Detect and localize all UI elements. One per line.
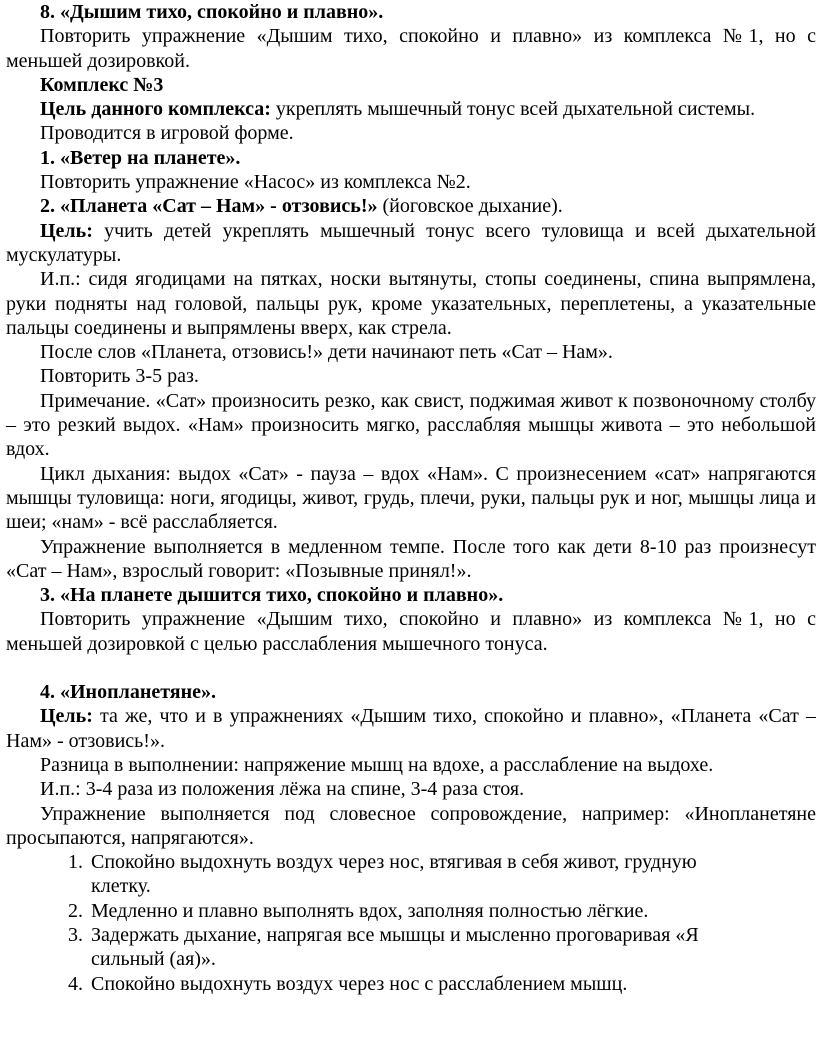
ex2-note: Примечание. «Сат» произносить резко, как свист, поджимая живот к позвоночному столбу – это резкий выдох. «Нам» произносить мягко, расслабляя мышцы живота – это небольшой вдох. [6, 389, 816, 461]
ex2-goal-label: Цель: [40, 219, 93, 242]
ex3-title: 3. «На планете дышится тихо, спокойно и плавно». [40, 584, 504, 607]
list-item-text: Спокойно выдохнуть воздух через нос с расслаблением мышц. [91, 972, 628, 995]
ex2-goal [6, 219, 816, 268]
list-item-number: 2. [68, 899, 83, 922]
ex4-diff: Разница в выполнении: напряжение мышц на вдохе, а расслабление на выдохе. [40, 753, 714, 776]
list-item-number: 4. [68, 972, 83, 995]
ex4-title: 4. «Инопланетяне». [40, 681, 217, 704]
complex3-goal [6, 97, 816, 121]
ex4-ip: И.п.: 3-4 раза из положения лёжа на спине, 3-4 раза стоя. [40, 778, 525, 801]
list-item-text: Спокойно выдохнуть воздух через нос, втягивая в себя живот, грудную клетку. [91, 851, 697, 898]
list-item [6, 899, 731, 923]
list-item-number: 3. [68, 923, 83, 946]
goal-text: укреплять мышечный тонус всей дыхательной системы. [270, 98, 756, 121]
ex2-title: 2. «Планета «Сат – Нам» - отзовись!» [40, 195, 378, 218]
ex2-title-note: (йоговское дыхание). [377, 195, 563, 218]
ex1-text: Повторить упражнение «Насос» из комплекса №2. [40, 171, 471, 194]
list-item [6, 923, 731, 972]
list-item-text: Медленно и плавно выполнять вдох, заполняя полностью лёгкие. [91, 899, 649, 922]
ex4-goal-label: Цель: [40, 705, 93, 728]
ex2-after: После слов «Планета, отзовись!» дети начинают петь «Сат – Нам». [40, 341, 613, 364]
list-item-text: Задержать дыхание, напрягая все мышцы и мысленно проговаривая «Я сильный (ая)». [91, 923, 699, 971]
blank-line [6, 656, 816, 680]
ex2-ip: И.п.: сидя ягодицами на пятках, носки вытянуты, стопы соединены, спина выпрямлена, руки подняты над головой, пальцы рук, кроме указательных, переплетены, а указательные пальцы соединены и выпрямлены вверх, как стрела. [6, 268, 816, 339]
ex4-accomp: Упражнение выполняется под словесное сопровождение, например: «Инопланетяне просыпаются, напрягаются». [6, 802, 816, 849]
list-item [6, 850, 731, 899]
ex2-cycle: Цикл дыхания: выдох «Сат» - пауза – вдох «Нам». С произнесением «сат» напрягаются мышцы туловища: ноги, ягодицы, живот, грудь, плечи, руки, пальцы рук и ног, мышцы лица и шеи; «нам» - всё расслабляется. [6, 462, 816, 534]
ex1-title: 1. «Ветер на планете». [40, 146, 241, 169]
list-item [6, 972, 731, 996]
ex2-repeat: Повторить 3-5 раз. [40, 365, 199, 388]
ex4-goal [6, 704, 816, 753]
complex3-title: Комплекс №3 [40, 73, 164, 96]
ex2-title-line [6, 194, 816, 218]
ex2-goal-text: учить детей укреплять мышечный тонус всего туловища и всей дыхательной мускулатуры. [6, 219, 816, 266]
goal-label: Цель данного комплекса: [40, 98, 271, 121]
ex4-steps-list [6, 850, 816, 996]
ex2-pace: Упражнение выполняется в медленном темпе. После того как дети 8-10 раз произнесут «Сат – Нам», взрослый говорит: «Позывные принял!». [6, 535, 816, 582]
ex3-text: Повторить упражнение «Дышим тихо, спокойно и плавно» из комплекса №1, но с меньшей дозировкой с целью расслабления мышечного тонуса. [6, 608, 816, 655]
ex4-goal-text: та же, что и в упражнениях «Дышим тихо, спокойно и плавно», «Планета «Сат – Нам» - отзовись!». [6, 705, 816, 752]
form-text: Проводится в игровой форме. [40, 122, 294, 145]
ex8-title: 8. «Дышим тихо, спокойно и плавно». [40, 1, 384, 23]
ex8-text: Повторить упражнение «Дышим тихо, спокойно и плавно» из комплекса №1, но с меньшей дозировкой. [6, 25, 816, 72]
list-item-number: 1. [68, 851, 83, 874]
